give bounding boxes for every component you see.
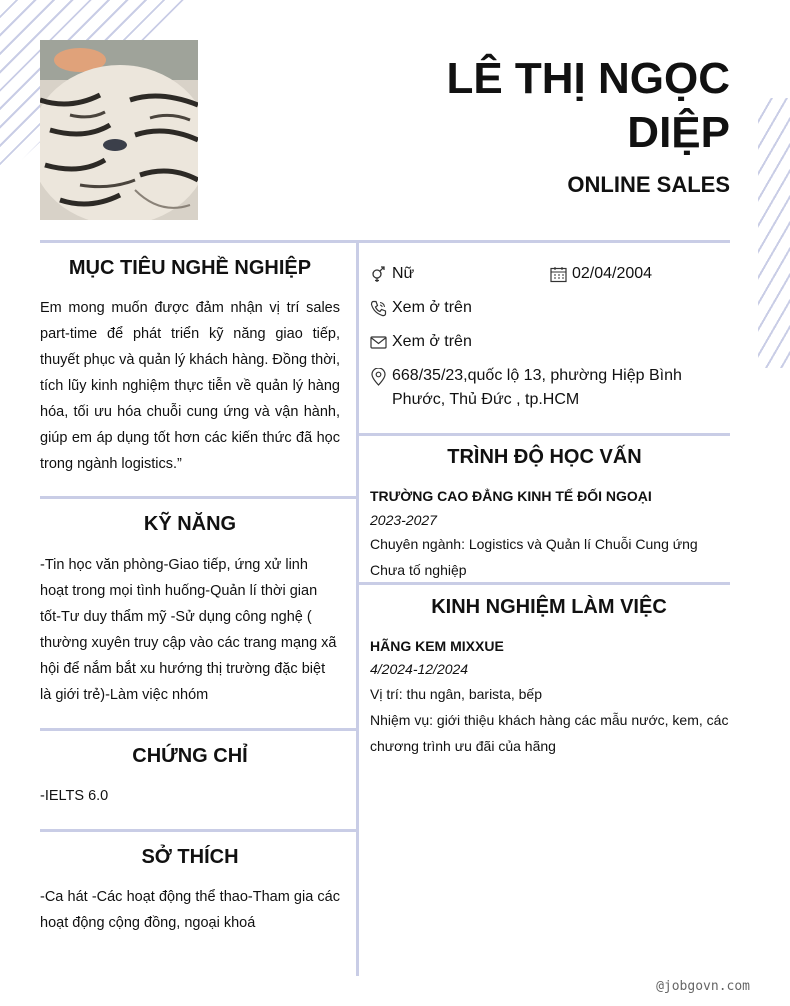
objective-text: Em mong muốn được đảm nhận vị trí sales part-time để phát triển kỹ năng giao tiếp, thuyết phục và quản lý khách hàng. Đồng thời, tích lũy kinh nghiệm thực tiễn về quản lý hàng hóa, tối ưu hóa chuỗi cung ứng và vận hành, giúp em áp dụng tốt hơn các kiến thức đã học trong ngành logistics.”	[40, 300, 340, 472]
tiger-photo-illustration	[40, 40, 198, 220]
experience-position: Vị trí: thu ngân, barista, bếp	[370, 686, 542, 702]
birthdate-row	[550, 262, 730, 286]
phone-value: Xem ở trên	[392, 299, 472, 316]
gender-row	[370, 262, 540, 286]
skills-title: KỸ NĂNG	[143, 513, 237, 535]
location-pin-icon	[370, 368, 387, 386]
education-school: TRƯỜNG CAO ĐẲNG KINH TẾ ĐỐI NGOẠI	[370, 488, 652, 504]
birthdate-value: 02/04/2004	[572, 265, 653, 282]
divider-left-3	[40, 829, 356, 832]
decorative-stripes-right	[758, 98, 790, 368]
header	[310, 52, 730, 198]
email-row	[370, 330, 720, 354]
watermark: @jobgovn.com	[656, 979, 750, 994]
gender-value: Nữ	[392, 265, 415, 282]
divider-left-1	[40, 496, 356, 499]
certificates-text: -IELTS 6.0	[40, 788, 109, 804]
phone-icon	[370, 300, 387, 317]
divider-top	[40, 240, 730, 243]
name-line-2: DIỆP	[627, 108, 730, 157]
education-status: Chưa tố nghiệp	[370, 562, 467, 578]
email-icon	[370, 334, 387, 351]
objective-title: MỤC TIÊU NGHỀ NGHIỆP	[68, 257, 312, 279]
experience-years: 4/2024-12/2024	[370, 661, 469, 677]
experience-title: KINH NGHIỆM LÀM VIỆC	[431, 596, 667, 618]
address-row	[370, 364, 710, 412]
experience-duties: Nhiệm vụ: giới thiệu khách hàng các mẫu nước, kem, các chương trình ưu đãi của hãng	[370, 712, 729, 754]
hobbies-text: -Ca hát -Các hoạt động thể thao-Tham gia các hoạt động cộng đồng, ngoại khoá	[40, 889, 340, 931]
education-major: Chuyên ngành: Logistics và Quản lí Chuỗi Cung ứng	[370, 536, 698, 552]
full-name	[310, 52, 730, 160]
profile-photo	[40, 40, 198, 220]
skills-text: -Tin học văn phòng-Giao tiếp, ứng xử linh hoạt trong mọi tình huống-Quản lí thời gian tốt-Tư duy thẩm mỹ -Sử dụng công nghệ ( thường xuyên truy cập vào các trang mạng xã hội để nắm bắt xu hướng thị trường đặc biệt là giới trẻ)-Làm việc nhóm	[40, 557, 337, 703]
calendar-icon	[550, 266, 567, 283]
divider-left-2	[40, 728, 356, 731]
address-value: 668/35/23,quốc lộ 13, phường Hiệp Bình Phước, Thủ Đức , tp.HCM	[392, 367, 682, 408]
phone-row	[370, 296, 720, 320]
job-title: ONLINE SALES	[567, 172, 730, 197]
certificates-title: CHỨNG CHỈ	[132, 745, 248, 767]
experience-company: HÃNG KEM MIXXUE	[370, 638, 504, 654]
divider-right-1	[359, 433, 730, 436]
gender-icon	[370, 266, 387, 283]
hobbies-title: SỞ THÍCH	[141, 846, 239, 868]
email-value: Xem ở trên	[392, 333, 472, 350]
name-line-1: LÊ THỊ NGỌC	[446, 54, 730, 103]
education-years: 2023-2027	[370, 512, 437, 528]
education-title: TRÌNH ĐỘ HỌC VẤN	[447, 446, 642, 468]
